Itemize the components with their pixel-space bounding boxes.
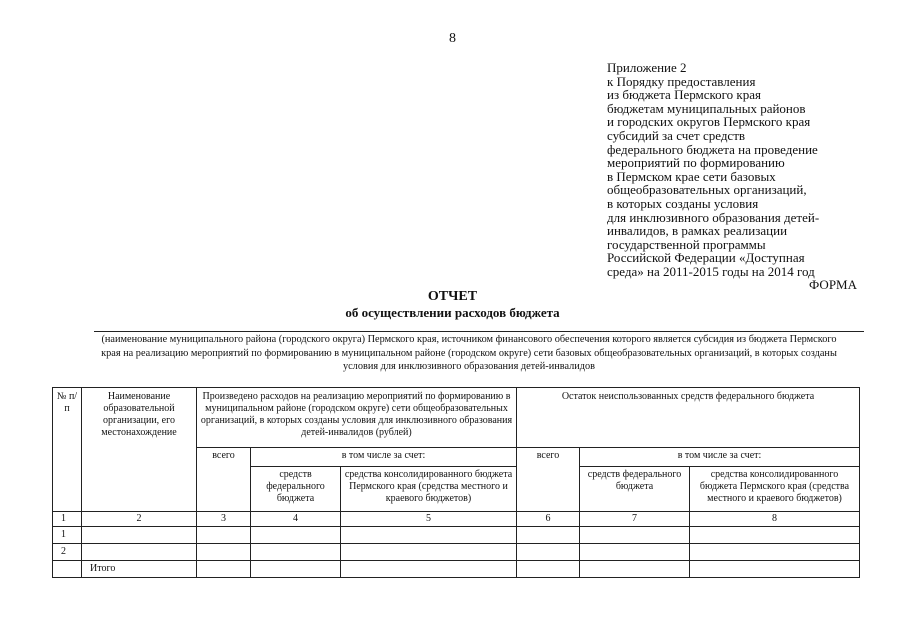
report-subtitle: об осуществлении расходов бюджета [345,305,560,320]
header-num: № п/п [53,388,82,512]
column-number: 2 [82,512,197,527]
table-cell [341,544,517,561]
table-cell [580,561,690,578]
table-cell [690,561,860,578]
header-org-name: Наименование образовательной организации, его местонахождение [82,388,197,512]
row-num: 2 [53,544,82,561]
appendix-line: инвалидов, в рамках реализации [607,223,788,239]
page-number: 8 [449,31,456,46]
row-name [82,544,197,561]
table-cell [580,544,690,561]
appendix-line: субсидий за счет средств [607,127,746,143]
table-cell [517,544,580,561]
table-cell [341,561,517,578]
appendix-block [607,61,899,279]
table-cell [517,561,580,578]
row-name [82,527,197,544]
column-number: 6 [517,512,580,527]
appendix-line: федерального бюджета на проведение [607,141,818,157]
caption-line: условия для инклюзивного образования детей-инвалидов [342,361,596,373]
appendix-line: мероприятий по формированию [607,155,785,171]
column-number: 5 [341,512,517,527]
column-number: 1 [53,512,82,527]
appendix-line: среда» на 2011-2015 годы на 2014 год [607,263,815,279]
report-title: ОТЧЕТ [427,289,478,304]
appendix-line: бюджетам муниципальных районов [607,100,806,116]
header-remaining-including: в том числе за счет: [580,448,860,467]
row-num [53,561,82,578]
header-remaining-federal: средств федерального бюджета [580,467,690,512]
header-spent-federal: средств федерального бюджета [251,467,341,512]
fill-in-line [94,331,864,332]
forma-label: ФОРМА [809,277,857,292]
table-row [53,544,860,561]
column-number: 3 [197,512,251,527]
table-cell [251,527,341,544]
table-cell [251,544,341,561]
row-name-total: Итого [82,561,197,578]
column-number: 8 [690,512,860,527]
municipality-caption [54,333,884,374]
header-remaining-consolidated: средства консолидированного бюджета Пермского края (средства местного и краевого бюджетов) [690,467,860,512]
header-remaining: Остаток неиспользованных средств федерального бюджета [517,388,860,448]
appendix-line: из бюджета Пермского края [607,87,762,103]
appendix-line: в Пермском крае сети базовых [607,168,776,184]
header-spent-including: в том числе за счет: [251,448,517,467]
caption-line: края на реализацию мероприятий по формированию в муниципальном районе (городском округе) сети базовых общеобразовательных организаций, в которых созданы [101,347,837,359]
row-num: 1 [53,527,82,544]
header-spent-total: всего [197,448,251,512]
column-number-row [53,512,860,527]
caption-line: (наименование муниципального района (городского округа) Пермского края, источником финансового обеспечения которого является субсидия из бюджета Пермского [101,334,837,345]
appendix-line: для инклюзивного образования детей- [607,209,820,225]
table-cell [580,527,690,544]
table-cell [517,527,580,544]
appendix-line: Российской Федерации «Доступная [607,250,805,266]
appendix-line: Приложение 2 [607,60,687,75]
table-row [53,527,860,544]
table-cell [341,527,517,544]
appendix-line: государственной программы [607,236,766,252]
appendix-line: и городских округов Пермского края [607,114,811,130]
column-number: 4 [251,512,341,527]
appendix-line: общеобразовательных организаций, [607,182,807,198]
table-cell [197,527,251,544]
table-cell [251,561,341,578]
table-row-total [53,561,860,578]
column-number: 7 [580,512,690,527]
table-cell [197,561,251,578]
report-table [52,387,860,578]
header-remaining-total: всего [517,448,580,512]
appendix-line: в которых созданы условия [607,195,759,211]
header-spent-consolidated: средства консолидированного бюджета Пермского края (средства местного и краевого бюджетов) [341,467,517,512]
header-spent: Произведено расходов на реализацию мероприятий по формированию в муниципальном районе (городском округе) сети общеобразовательных организаций, в которых созданы условия для инклюзивного образования детей-инвалидов (рублей) [197,388,517,448]
appendix-line: к Порядку предоставления [607,73,756,89]
table-cell [690,527,860,544]
table-cell [690,544,860,561]
table-cell [197,544,251,561]
